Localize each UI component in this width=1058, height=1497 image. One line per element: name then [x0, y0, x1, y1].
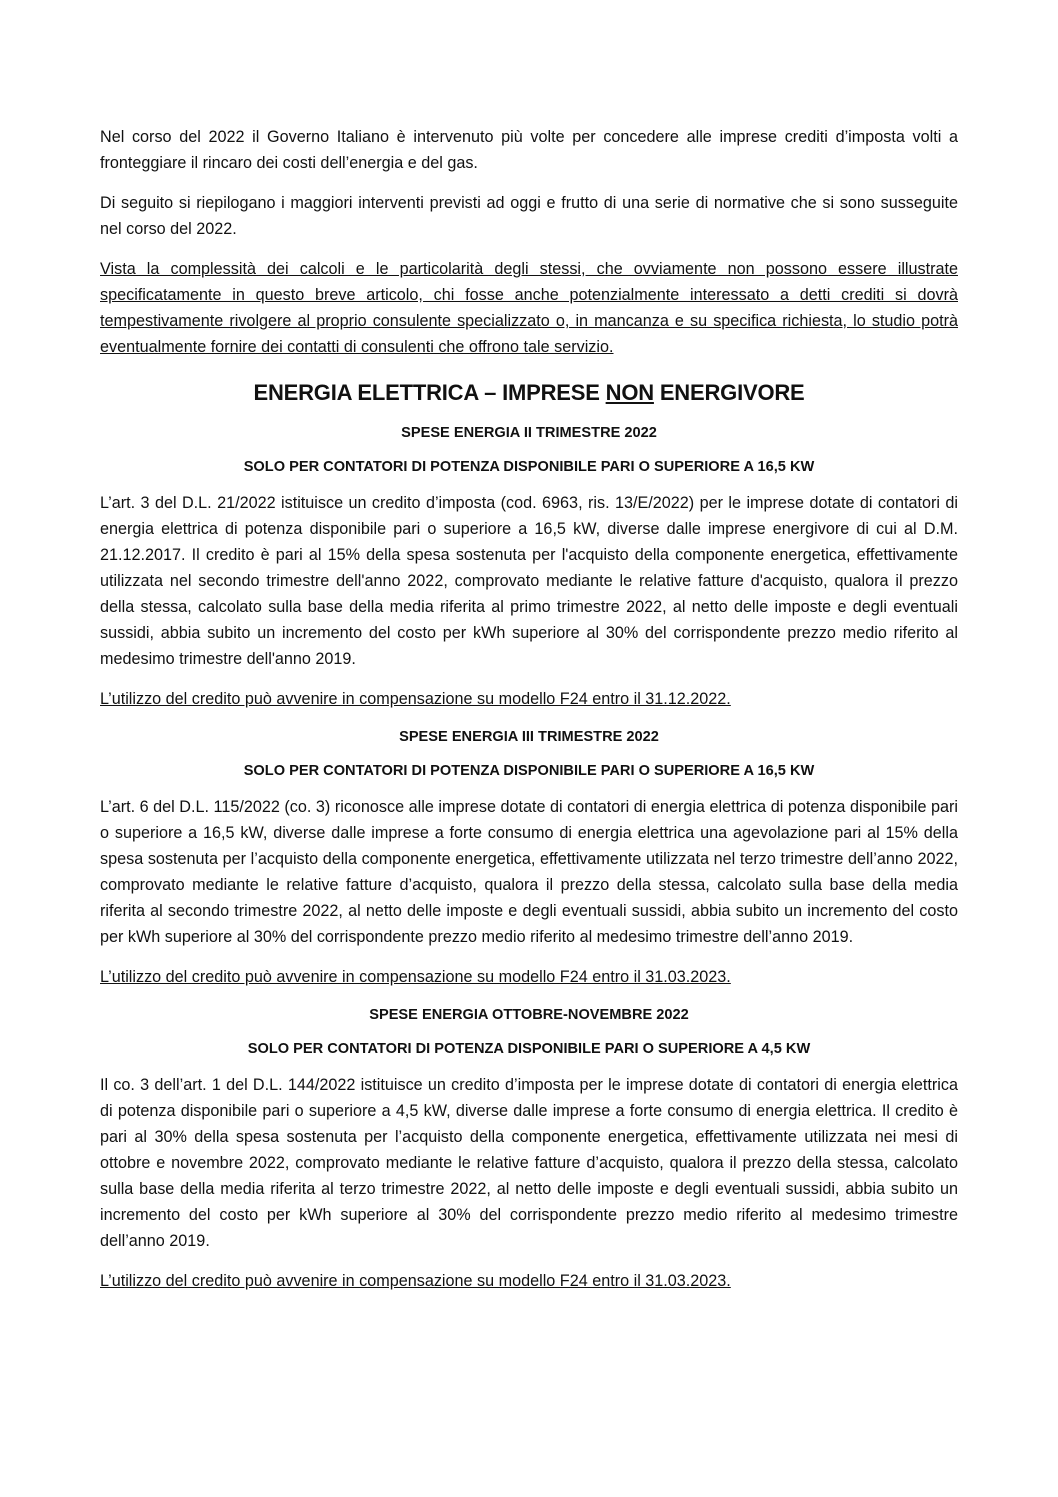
- intro-paragraph-3: Vista la complessità dei calcoli e le particolarità degli stessi, che ovviamente non possono essere illustrate specificatamente in questo breve articolo, chi fosse anche potenzialmente interessato a detti crediti si dovrà tempestivamente rivolgere al proprio consulente specializzato o, in mancanza e su specifica richiesta, lo studio potrà eventualmente fornire dei contatti di consulenti che offrono tale servizio.: [100, 260, 958, 356]
- main-title-underlined: NON: [605, 380, 654, 405]
- section-note: L’utilizzo del credito può avvenire in compensazione su modello F24 entro il 31.12.2022.: [100, 690, 731, 708]
- section-note: L’utilizzo del credito può avvenire in compensazione su modello F24 entro il 31.03.2023.: [100, 1272, 731, 1290]
- section-heading: SPESE ENERGIA OTTOBRE-NOVEMBRE 2022: [369, 1007, 689, 1023]
- section-body: L’art. 3 del D.L. 21/2022 istituisce un credito d’imposta (cod. 6963, ris. 13/E/2022) per le imprese dotate di contatori di energia elettrica di potenza disponibile pari o superiore a 16,5 kW, diverse dalle imprese energivore di cui al D.M. 21.12.2017. Il credito è pari al 15% della spesa sostenuta per l'acquisto della componente energetica, effettivamente utilizzata nel secondo trimestre dell'anno 2022, comprovato mediante le relative fatture d'acquisto, qualora il prezzo della stessa, calcolato sulla base della media riferita al primo trimestre 2022, al netto delle imposte e degli eventuali sussidi, abbia subito un incremento del costo per kWh superiore al 30% del corrispondente prezzo medio riferito al medesimo trimestre dell'anno 2019.: [100, 494, 958, 668]
- section-heading: SPESE ENERGIA II TRIMESTRE 2022: [401, 425, 657, 441]
- section-subheading: SOLO PER CONTATORI DI POTENZA DISPONIBILE PARI O SUPERIORE A 16,5 KW: [243, 459, 815, 475]
- section-body: L’art. 6 del D.L. 115/2022 (co. 3) riconosce alle imprese dotate di contatori di energia elettrica di potenza disponibile pari o superiore a 16,5 kW, diverse dalle imprese a forte consumo di energia elettrica una agevolazione pari al 15% della spesa sostenuta per l’acquisto della componente energetica, effettivamente utilizzata nel terzo trimestre dell’anno 2022, comprovato mediante le relative fatture d’acquisto, qualora il prezzo della stessa, calcolato sulla base della media riferita al secondo trimestre 2022, al netto delle imposte e degli eventuali sussidi, abbia subito un incremento del costo per kWh superiore al 30% del corrispondente prezzo medio riferito al medesimo trimestre dell’anno 2019.: [100, 798, 958, 946]
- section-oct-nov: [100, 1004, 958, 1294]
- intro-paragraph-2: Di seguito si riepilogano i maggiori interventi previsti ad oggi e frutto di una serie di normative che si sono susseguite nel corso del 2022.: [100, 194, 958, 238]
- intro-paragraph-1: Nel corso del 2022 il Governo Italiano è intervenuto più volte per concedere alle imprese crediti d’imposta volti a fronteggiare il rincaro dei costi dell’energia e del gas.: [100, 128, 958, 172]
- main-title-before: ENERGIA ELETTRICA – IMPRESE: [253, 380, 606, 405]
- document-page: [100, 124, 958, 1308]
- section-body: Il co. 3 dell’art. 1 del D.L. 144/2022 istituisce un credito d’imposta per le imprese dotate di contatori di energia elettrica di potenza disponibile pari o superiore a 4,5 kW, diverse dalle imprese a forte consumo di energia elettrica. Il credito è pari al 30% della spesa sostenuta per l’acquisto della componente energetica, effettivamente utilizzata nei mesi di ottobre e novembre 2022, comprovato mediante le relative fatture d’acquisto, qualora il prezzo della stessa, calcolato sulla base della media riferita al terzo trimestre 2022, al netto delle imposte e degli eventuali sussidi, abbia subito un incremento del costo per kWh superiore al 30% del corrispondente prezzo medio riferito al medesimo trimestre dell’anno 2019.: [100, 1076, 958, 1250]
- section-subheading: SOLO PER CONTATORI DI POTENZA DISPONIBILE PARI O SUPERIORE A 16,5 KW: [243, 763, 815, 779]
- section-q2: [100, 422, 958, 712]
- main-title-after: ENERGIVORE: [653, 380, 805, 405]
- main-title: [100, 378, 958, 408]
- section-note: L’utilizzo del credito può avvenire in compensazione su modello F24 entro il 31.03.2023.: [100, 968, 731, 986]
- section-subheading: SOLO PER CONTATORI DI POTENZA DISPONIBILE PARI O SUPERIORE A 4,5 KW: [247, 1041, 811, 1057]
- section-q3: [100, 726, 958, 990]
- section-heading: SPESE ENERGIA III TRIMESTRE 2022: [399, 729, 659, 745]
